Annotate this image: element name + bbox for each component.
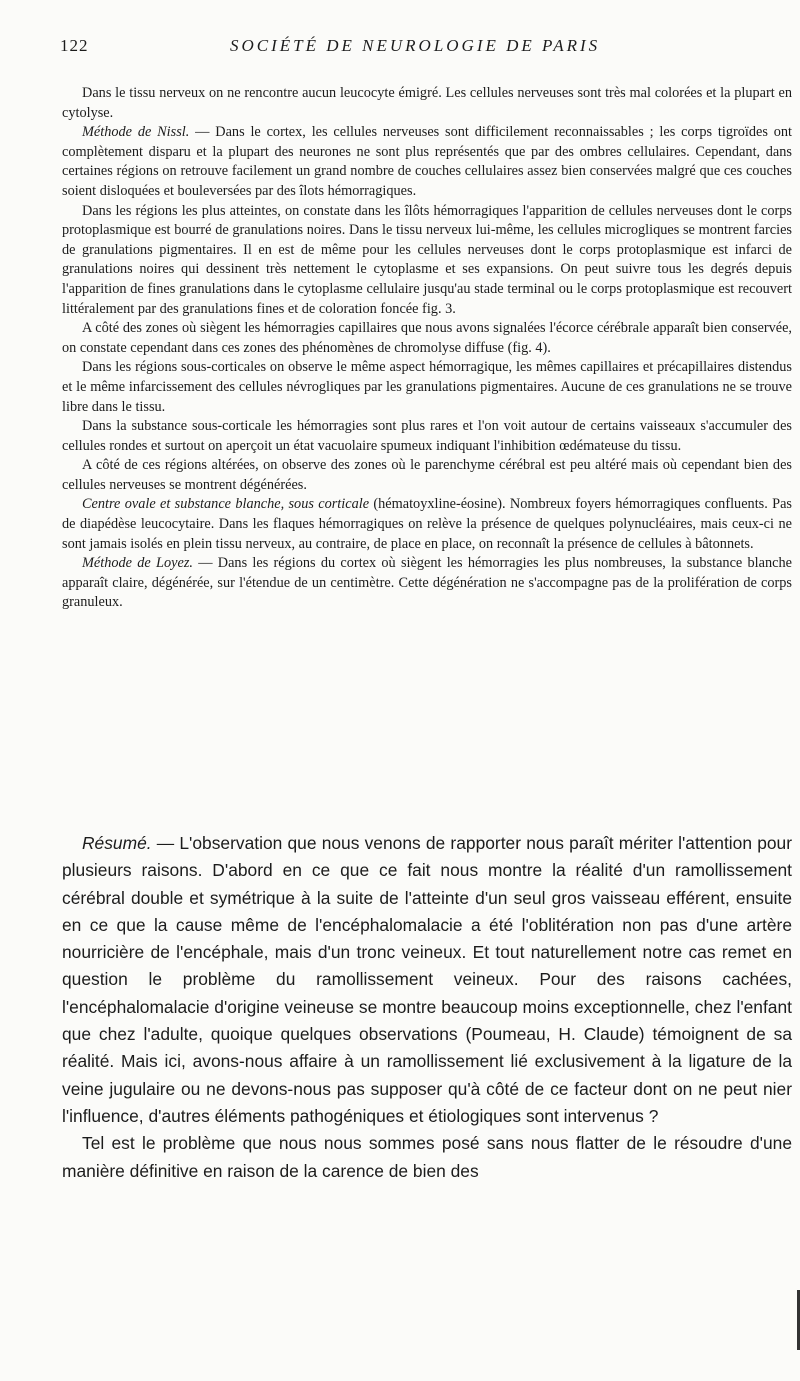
- paragraph-text: — Dans le cortex, les cellules nerveuses sont difficilement reconnaissables ; les corps tigroïdes ont complètement disparu et la plupart des neurones ne sont plus représentés que par des ombres cellulaires. Cependant, dans certaines régions on retrouve facilement un grand nombre de couches cellulaires assez bien conservées malgré que ces couches soient disloquées et bouleversées par des îlots hémorragiques.: [62, 124, 793, 199]
- paragraph: [62, 319, 792, 358]
- paragraph: [62, 830, 792, 1130]
- paragraph-text: Dans les régions les plus atteintes, on constate dans les îlôts hémorragiques l'apparition de cellules nerveuses dont le corps protoplasmique est bourré de granulations noires. Dans le tissu nerveux lui-même, les cellules microgliques se montrent farcies de granulations pigmentaires. Il en est de même pour les cellules nerveuses dont le corps protoplasmique est infarci de granulations noires qui dessinent très nettement le cytoplasme et ses expansions. On peut suivre tous les degrés depuis l'apparition de fines granulations dans le cytoplasme cellulaire jusqu'au stade terminal ou le corps protoplasmique est recouvert littéralement par des granulations fines et de coloration foncée fig. 3.: [62, 202, 792, 317]
- paragraph: [62, 1130, 792, 1185]
- paragraph: [62, 495, 792, 554]
- paragraph: [62, 123, 792, 201]
- paragraph-text: Dans la substance sous-corticale les hémorragies sont plus rares et l'on voit autour de certains vaisseaux s'accumuler des cellules rondes et surtout on aperçoit un état vacuolaire spumeux indiquant l'inhibition œdémateuse du tissu.: [62, 418, 792, 454]
- paragraph-text: — Dans les régions du cortex où siègent les hémorragies les plus nombreuses, la substance blanche apparaît claire, dégénérée, sur l'étendue de un centimètre. Cette dégénération ne s'accompagne pas de la prolifération de corps granuleux.: [62, 555, 792, 611]
- paragraph-text: Tel est le problème que nous nous sommes posé sans nous flatter de le résoudre d'une manière définitive en raison de la carence de bien des: [62, 1133, 792, 1181]
- paragraph-text: A côté des zones où siègent les hémorragies capillaires que nous avons signalées l'écorce cérébrale apparaît bien conservée, on constate cependant dans ces zones des phénomènes de chromolyse diffuse (fig. 4).: [62, 320, 792, 356]
- paragraph-lead: Centre ovale et substance blanche, sous corticale: [82, 496, 370, 513]
- paragraph-lead: Méthode de Loyez.: [82, 555, 193, 572]
- summary-heading: Résumé.: [82, 833, 152, 853]
- paragraph: [62, 456, 792, 495]
- page-header: [60, 36, 750, 62]
- paragraph-text: Dans les régions sous-corticales on observe le même aspect hémorragique, les mêmes capillaires et précapillaires distendus et le même infarcissement des cellules névrogliques par les granulations pigmentaires. Aucune de ces granulations ne se trouve libre dans le tissu.: [62, 359, 792, 415]
- paragraph-text: Dans le tissu nerveux on ne rencontre aucun leucocyte émigré. Les cellules nerveuses sont très mal colorées et la plupart en cytolyse.: [62, 85, 792, 121]
- paragraph: [62, 202, 792, 320]
- paragraph-text: A côté de ces régions altérées, on observe des zones où le parenchyme cérébral est peu altéré mais où cependant bien des cellules nerveuses se montrent dégénérées.: [62, 457, 792, 493]
- paragraph: [62, 84, 792, 123]
- running-title: SOCIÉTÉ DE NEUROLOGIE DE PARIS: [230, 36, 601, 55]
- paragraph-text: — L'observation que nous venons de rapporter nous paraît mériter l'attention pour plusieurs raisons. D'abord en ce que ce fait nous montre la réalité d'un ramollissement cérébral double et symétrique à la suite de l'atteinte d'un seul gros vaisseau efférent, ensuite en ce que la cause même de l'encéphalomalacie a été l'oblitération non pas d'une artère nourricière de l'encéphale, mais d'un tronc veineux. Et tout naturellement notre cas remet en question le problème du ramollissement veineux. Pour des raisons cachées, l'encéphalomalacie d'origine veineuse se montre beaucoup moins exceptionnelle, chez l'enfant que chez l'adulte, quoique quelques observations (Poumeau, H. Claude) témoignent de sa réalité. Mais ici, avons-nous affaire à un ramollissement lié exclusivement à la ligature de la veine jugulaire ou ne devons-nous pas supposer qu'à côté de ce facteur dont on ne peut nier l'influence, d'autres éléments pathogéniques et étiologiques sont intervenus ?: [62, 833, 792, 1126]
- page-number: 122: [60, 36, 89, 55]
- paragraph: [62, 358, 792, 417]
- summary-section: [62, 830, 792, 1185]
- paragraph-text: (hématoyxline-éosine). Nombreux foyers hémorragiques confluents. Pas de diapédèse leucocytaire. Dans les flaques hémorragiques on relève la présence de quelques polynucléaires, mais ceux-ci ne sont jamais isolés en plein tissu nerveux, au contraire, de place en place, on reconnaît la présence de cellules à bâtonnets.: [62, 496, 792, 552]
- paragraph: [62, 417, 792, 456]
- observation-section: [62, 84, 792, 613]
- paragraph: [62, 554, 792, 613]
- paragraph-lead: Méthode de Nissl.: [82, 124, 190, 141]
